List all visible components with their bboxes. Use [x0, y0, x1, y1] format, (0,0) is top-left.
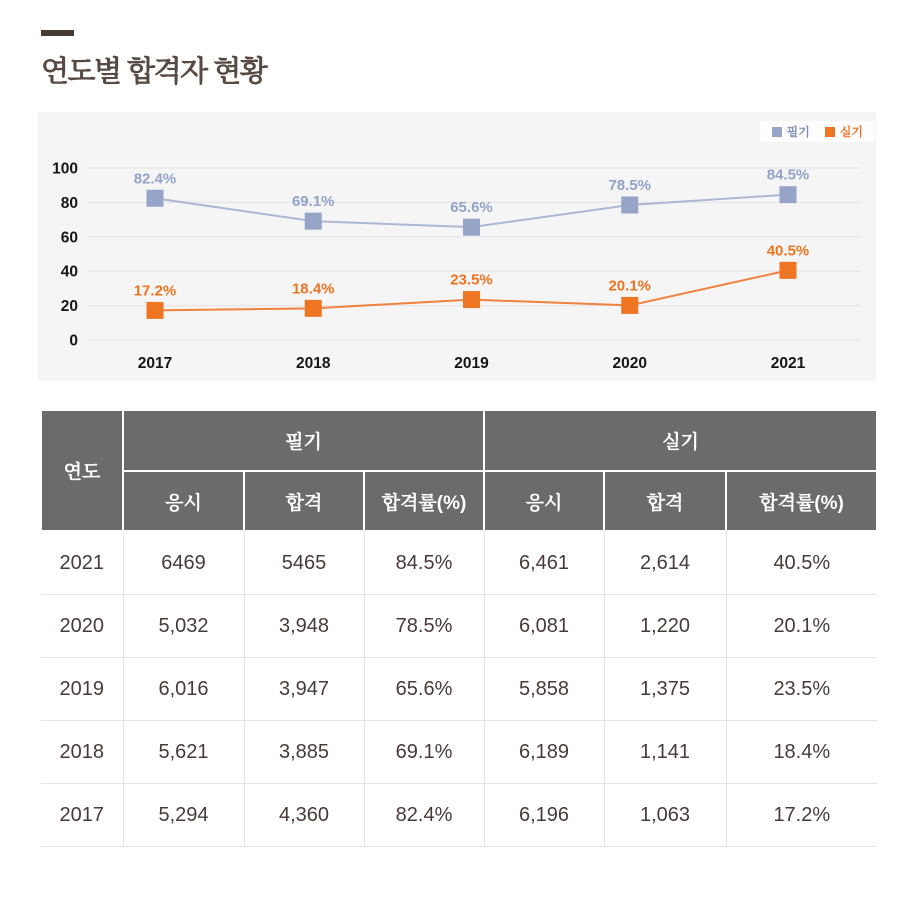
y-tick-label: 60	[60, 229, 78, 247]
cell: 18.4%	[726, 721, 877, 784]
year-cell: 2021	[41, 531, 123, 595]
cell: 6,016	[123, 658, 244, 721]
header-pilgi-eungsi: 응시	[123, 471, 244, 531]
data-point-label: 18.4%	[291, 280, 335, 298]
data-point-label: 78.5%	[608, 176, 652, 194]
year-cell: 2017	[41, 784, 123, 847]
data-point-label: 82.4%	[133, 170, 177, 188]
legend-item-silgi	[825, 123, 863, 140]
header-silgi-hapgyeok: 합격	[604, 471, 726, 531]
cell: 6,189	[484, 721, 604, 784]
cell: 3,948	[244, 595, 364, 658]
cell: 69.1%	[364, 721, 484, 784]
cell: 20.1%	[726, 595, 877, 658]
data-point-label: 17.2%	[133, 282, 177, 300]
header-year: 연도	[41, 410, 123, 531]
table-row	[41, 531, 877, 595]
y-tick-label: 100	[52, 160, 78, 178]
page-title: 연도별 합격자 현황	[41, 56, 267, 88]
cell: 5,858	[484, 658, 604, 721]
data-point-label: 40.5%	[766, 242, 810, 260]
cell: 5,621	[123, 721, 244, 784]
x-axis-label: 2020	[612, 355, 647, 372]
cell: 1,063	[604, 784, 726, 847]
y-tick-label: 0	[69, 332, 78, 350]
year-cell: 2019	[41, 658, 123, 721]
y-tick-label: 40	[60, 263, 78, 281]
cell: 1,141	[604, 721, 726, 784]
year-cell: 2018	[41, 721, 123, 784]
table-row	[41, 658, 877, 721]
header-silgi-eungsi: 응시	[484, 471, 604, 531]
cell: 3,947	[244, 658, 364, 721]
legend-label-silgi: 실기	[839, 125, 863, 139]
x-axis-label: 2018	[296, 355, 331, 372]
y-tick-label: 80	[60, 194, 78, 212]
cell: 17.2%	[726, 784, 877, 847]
cell: 4,360	[244, 784, 364, 847]
data-point-label: 23.5%	[450, 271, 493, 289]
x-axis-label: 2019	[454, 355, 489, 372]
header-silgi-rate: 합격률(%)	[726, 471, 877, 531]
legend-item-pilgi	[772, 123, 810, 140]
data-point-label: 84.5%	[766, 166, 810, 184]
data-point-marker	[621, 196, 638, 213]
data-point-label: 65.6%	[450, 199, 493, 217]
cell: 3,885	[244, 721, 364, 784]
data-point-marker	[621, 297, 638, 314]
data-point-marker	[780, 262, 797, 279]
cell: 65.6%	[364, 658, 484, 721]
cell: 1,375	[604, 658, 726, 721]
pass-rate-table	[40, 409, 878, 847]
data-point-marker	[147, 302, 164, 319]
title-block	[41, 30, 266, 90]
data-point-marker	[463, 219, 480, 236]
table-row	[41, 595, 877, 658]
data-point-marker	[463, 291, 480, 308]
data-point-label: 69.1%	[291, 193, 335, 211]
cell: 84.5%	[364, 531, 484, 595]
cell: 1,220	[604, 595, 726, 658]
silgi-swatch-icon	[825, 127, 835, 137]
data-point-marker	[305, 213, 322, 230]
year-cell: 2020	[41, 595, 123, 658]
header-group-silgi: 실기	[484, 410, 877, 471]
data-point-marker	[147, 190, 164, 207]
x-axis-label: 2021	[770, 355, 806, 372]
chart-legend	[760, 121, 875, 142]
header-pilgi-rate: 합격률(%)	[364, 471, 484, 531]
cell: 23.5%	[726, 658, 877, 721]
cell: 6469	[123, 531, 244, 595]
cell: 5,032	[123, 595, 244, 658]
header-group-pilgi: 필기	[123, 410, 484, 471]
cell: 5465	[244, 531, 364, 595]
cell: 2,614	[604, 531, 726, 595]
cell: 6,461	[484, 531, 604, 595]
line-chart	[38, 112, 876, 381]
cell: 6,196	[484, 784, 604, 847]
pass-rate-line-chart-panel	[38, 112, 876, 381]
y-tick-label: 20	[60, 298, 78, 316]
table-header	[41, 410, 877, 531]
x-axis-label: 2017	[137, 355, 173, 372]
data-point-marker	[305, 300, 322, 317]
header-pilgi-hapgyeok: 합격	[244, 471, 364, 531]
table-row	[41, 721, 877, 784]
legend-label-pilgi: 필기	[786, 125, 810, 139]
cell: 5,294	[123, 784, 244, 847]
cell: 40.5%	[726, 531, 877, 595]
cell: 6,081	[484, 595, 604, 658]
cell: 78.5%	[364, 595, 484, 658]
title-accent-bar	[41, 30, 74, 36]
table-row	[41, 784, 877, 847]
cell: 82.4%	[364, 784, 484, 847]
data-point-label: 20.1%	[608, 277, 652, 295]
data-point-marker	[780, 186, 797, 203]
pilgi-swatch-icon	[772, 127, 782, 137]
